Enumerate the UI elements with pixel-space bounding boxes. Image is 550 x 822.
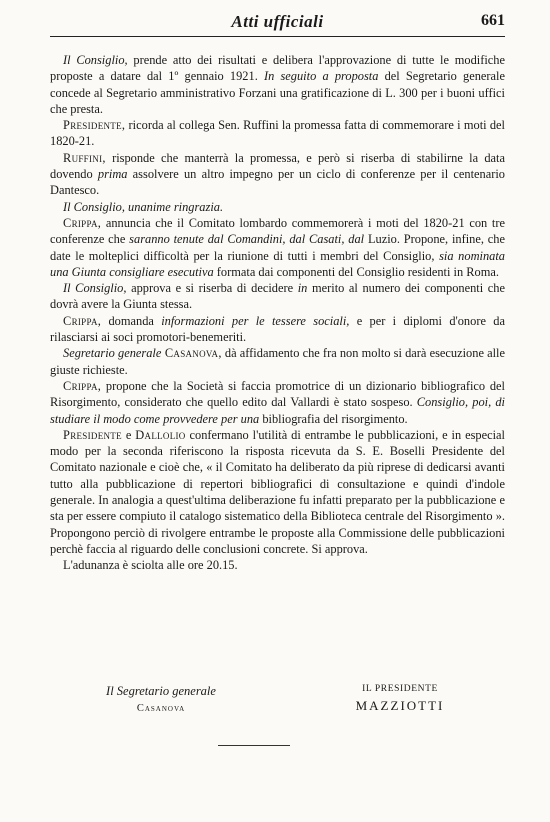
secretary-name: Casanova xyxy=(136,703,186,714)
president-name: MAZZIOTTI xyxy=(355,698,445,713)
text-run: ricorda al collega Sen. Ruffini la promessa fatta di commemorare i moti del 1820-21. xyxy=(50,118,505,149)
text-run: domanda xyxy=(101,313,162,328)
text-run: risponde che manterrà la promessa, e però si riserba di stabilirne la data dovendo xyxy=(50,150,505,182)
text-run: Crippa, xyxy=(63,313,102,328)
signature-president xyxy=(340,684,460,714)
text-run: Crippa, xyxy=(63,215,102,230)
signature-secretary xyxy=(86,684,236,714)
minutes-body xyxy=(50,52,505,574)
text-run: Il Consiglio, xyxy=(63,281,127,296)
secretary-role: Il Segretario generale xyxy=(106,684,216,698)
paragraph xyxy=(50,313,505,346)
text-run: informazioni per le tessere sociali, xyxy=(161,313,350,328)
paragraph xyxy=(50,52,505,117)
text-run: prima xyxy=(97,167,128,182)
paragraph xyxy=(50,345,505,378)
text-run: e per i diplomi d'onore da rilasciarsi ai soci promotori-benemeriti. xyxy=(50,313,505,345)
running-header xyxy=(50,12,505,37)
president-role: IL PRESIDENTE xyxy=(362,684,438,694)
text-run: Luzio. Propone, infine, che date le molteplici difficoltà per la riunione di tutti i membri del Consiglio, xyxy=(50,232,505,263)
text-run: Presidente xyxy=(63,427,122,442)
text-run: propone che la Società si faccia promotrice di un dizionario bibliografico del Risorgimento, considerato che quello edito dal Vallardi è stato sospeso. xyxy=(50,378,505,410)
text-run: prende atto dei risultati e delibera l'approvazione di tutte le modifiche proposte a datare dal 1º gennaio 1921. xyxy=(50,53,505,84)
text-run: approva e si riserba di decidere xyxy=(126,281,298,296)
text-run: annuncia che il Comitato lombardo commemorerà i moti del 1820-21 con tre conferenze che xyxy=(50,215,505,247)
text-run: In seguito a proposta xyxy=(263,69,379,84)
running-title: Atti ufficiali xyxy=(231,12,324,31)
paragraph xyxy=(50,117,505,150)
paragraph xyxy=(50,280,505,313)
text-run: saranno tenute dal Comandini, dal Casati, dal xyxy=(129,232,365,247)
paragraph xyxy=(50,150,505,199)
paragraph xyxy=(50,427,505,557)
text-run: L'adunanza è sciolta alle ore 20.15. xyxy=(63,558,238,573)
text-run: Consiglio, poi, di studiare il modo come provvedere per una xyxy=(50,395,505,426)
text-run: bibliografia del risorgimento. xyxy=(259,411,408,426)
text-run: Il Consiglio, xyxy=(63,53,128,67)
text-run: formata dai componenti del Consiglio residenti in Roma. xyxy=(213,264,499,279)
paragraph xyxy=(50,557,505,573)
text-run: Ruffini, xyxy=(63,150,106,165)
text-run: dà affidamento che fra non molto si darà esecuzione alle giuste richieste. xyxy=(50,346,505,377)
text-run: del Segretario generale concede al Segretario amministrativo Forzani una gratificazione di L. 300 per i buoni uffici che presta. xyxy=(50,69,505,116)
text-run: Segretario generale xyxy=(63,346,162,361)
page-number: 661 xyxy=(481,12,505,29)
paragraph xyxy=(50,378,505,427)
text-run: Presidente, xyxy=(63,118,126,133)
text-run: assolvere un altro impegno per un ciclo di conferenze per il centenario Dantesco. xyxy=(50,167,505,198)
paragraph xyxy=(50,199,505,215)
text-run: sia nominata una Giunta consigliare esecutiva xyxy=(50,248,505,279)
text-run: in xyxy=(297,281,308,296)
text-run: e xyxy=(121,427,136,442)
text-run: Crippa, xyxy=(63,378,102,393)
text-run: confermano l'utilità di entrambe le pubblicazioni, e in especial modo per la seconda riferiscono la risposta ricevuta da S. E. Boselli Presidente del Comitato nazionale e cioè che, « il Comitato ha deliberato da più riprese di dedicarsi avanti tutto alla pubblicazione di repertori bibliografici di consultazione e quindi d'indole generale. In analogia a quest'ultima deliberazione fu infatti preparato per la pubblicazione e sta per essere compiuto il catalogo sistematico della Biblioteca centrale del Risorgimento ». Propongono perciò di rivolgere entrambe le proposte alla Commissione delle pubblicazioni perchè faccia al riguardo delle conclusioni concrete. Si approva. xyxy=(50,427,505,556)
text-run: merito al numero dei componenti che dovrà avere la Giunta stessa. xyxy=(50,281,505,312)
paragraph xyxy=(50,215,505,280)
text-run: Casanova, xyxy=(161,346,222,361)
text-run: Il Consiglio, unanime ringrazia. xyxy=(63,199,224,214)
text-run: Dallolio xyxy=(135,427,186,442)
closing-rule xyxy=(218,745,290,746)
